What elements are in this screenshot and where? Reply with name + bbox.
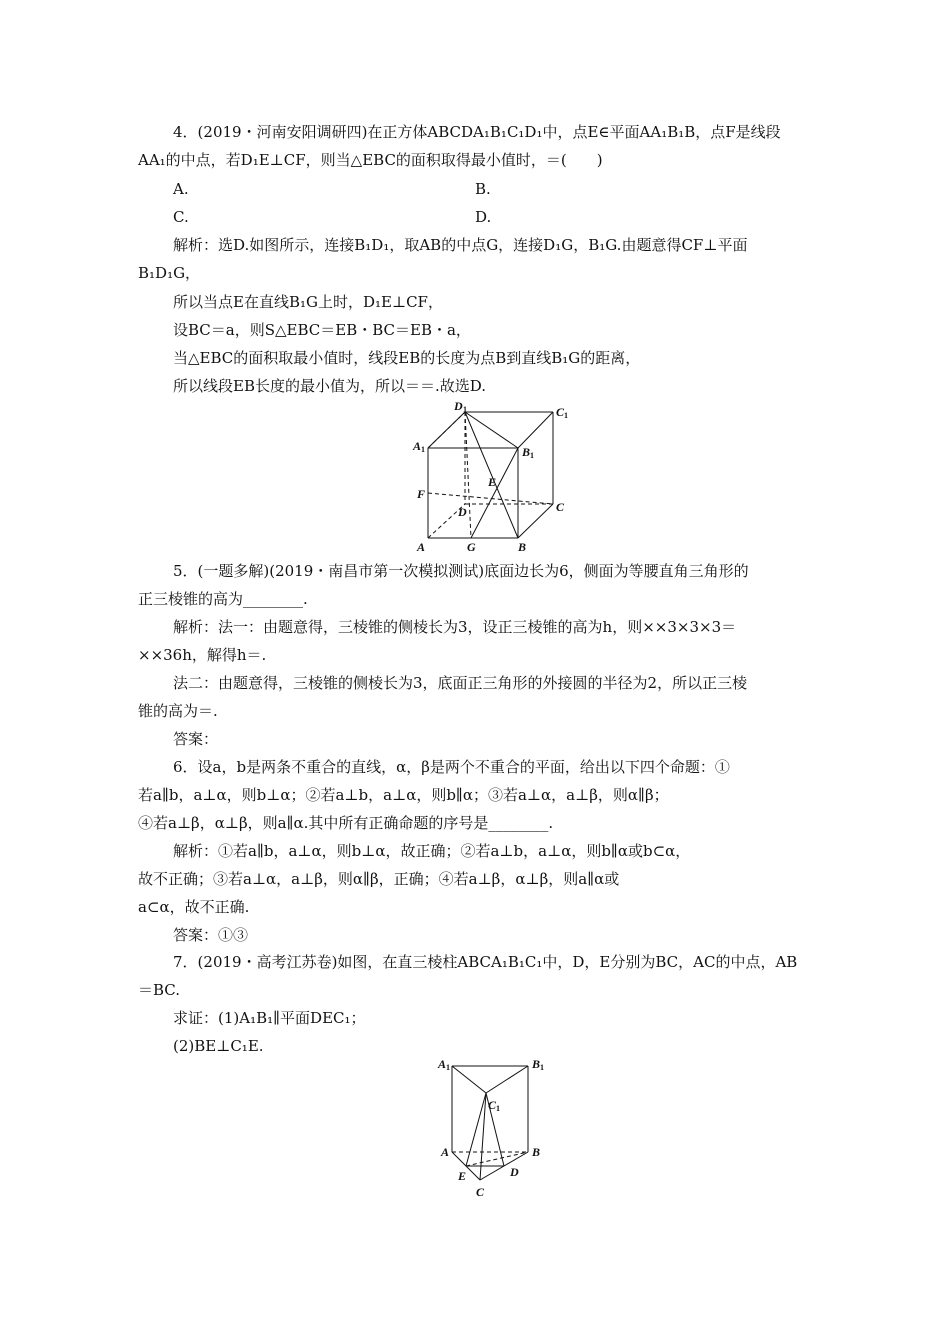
label-A1: A: [413, 439, 422, 453]
label-D1-sub: 1: [463, 405, 467, 414]
label-D1: D: [454, 399, 463, 413]
p5-answer: 答案：: [173, 730, 219, 748]
p4-solution-line5: 当△EBC的面积取最小值时，线段EB的长度为点B到直线B₁G的距离，: [173, 349, 641, 367]
label-B: B: [532, 1145, 541, 1159]
p5-stem-line2: 正三棱锥的高为________.: [138, 590, 308, 608]
p4-solution-line4: 设BC＝a，则S△EBC＝EB・BC＝EB・a，: [173, 321, 471, 339]
p5-stem-line1: 5．(一题多解)(2019・南昌市第一次模拟测试)底面边长为6，侧面为等腰直角三角形的: [173, 562, 749, 580]
cube-figure: [405, 398, 590, 558]
p7-stem-line2: ＝BC.: [138, 981, 181, 999]
p4-solution-line6: 所以线段EB长度的最小值为，所以＝＝.故选D.: [173, 377, 487, 395]
label-C: C: [556, 500, 565, 514]
p4-option-d: D.: [475, 208, 492, 226]
label-A1-sub: 1: [421, 445, 425, 454]
label-B1-sub: 1: [530, 451, 534, 460]
label-C1-sub: 1: [564, 411, 568, 420]
p4-solution-line1: 解析：选D.如图所示，连接B₁D₁，取AB的中点G，连接D₁G，B₁G.由题意得CF⊥平面: [173, 236, 748, 254]
label-C1: C: [556, 405, 565, 419]
label-B: B: [518, 540, 527, 554]
label-B1: B: [522, 445, 531, 459]
label-C: C: [476, 1185, 485, 1199]
label-D: D: [510, 1165, 519, 1179]
label-B1-sub: 1: [540, 1063, 544, 1072]
p6-solution-line2: 故不正确；③若a⊥α，a⊥β，则α∥β，正确；④若a⊥β，α⊥β，则a∥α或: [138, 870, 620, 888]
p5-solution-line4: 锥的高为＝.: [138, 702, 218, 720]
p4-stem-line2: AA₁的中点，若D₁E⊥CF，则当△EBC的面积取得最小值时，＝( ): [138, 151, 603, 169]
label-B1: B: [532, 1057, 541, 1071]
p4-stem-line1: 4．(2019・河南安阳调研四)在正方体ABCDA₁B₁C₁D₁中，点E∈平面AA₁B₁B，点F是线段: [173, 123, 781, 141]
p6-stem-line1: 6．设a，b是两条不重合的直线，α，β是两个不重合的平面，给出以下四个命题：①: [173, 758, 730, 776]
p4-solution-line3: 所以当点E在直线B₁G上时，D₁E⊥CF，: [173, 293, 443, 311]
p7-stem-line1: 7．(2019・高考江苏卷)如图，在直三棱柱ABCA₁B₁C₁中，D，E分别为BC，AC的中点，AB: [173, 953, 798, 971]
p5-solution-line1: 解析：法一：由题意得，三棱锥的侧棱长为3，设正三棱锥的高为h，则××3×3×3＝: [173, 618, 737, 636]
p4-solution-line2: B₁D₁G，: [138, 264, 201, 282]
p7-prove-line1: 求证：(1)A₁B₁∥平面DEC₁；: [173, 1009, 366, 1027]
p5-solution-line2: ××36h，解得h＝.: [138, 646, 267, 664]
p6-answer: 答案：①③: [173, 926, 249, 944]
p6-solution-line1: 解析：①若a∥b，a⊥α，则b⊥α，故正确；②若a⊥b，a⊥α，则b∥α或b⊂α，: [173, 842, 691, 860]
label-D: D: [458, 505, 467, 519]
label-C1-sub: 1: [496, 1104, 500, 1113]
label-A1: A: [438, 1057, 447, 1071]
p6-stem-line2: 若a∥b，a⊥α，则b⊥α；②若a⊥b，a⊥α，则b∥α；③若a⊥α，a⊥β，则α∥β；: [138, 786, 669, 804]
p6-stem-line3: ④若a⊥β，α⊥β，则a∥α.其中所有正确命题的序号是________.: [138, 814, 554, 832]
label-A1-sub: 1: [446, 1063, 450, 1072]
prism-figure: [430, 1053, 560, 1203]
p5-solution-line3: 法二：由题意得，三棱锥的侧棱长为3，底面正三角形的外接圆的半径为2，所以正三棱: [173, 674, 748, 692]
label-F: F: [417, 487, 426, 501]
p4-option-c: C.: [173, 208, 189, 226]
label-G: G: [467, 540, 476, 554]
label-A: A: [417, 540, 426, 554]
p4-option-a: A.: [173, 180, 189, 198]
label-C1: C: [488, 1098, 497, 1112]
label-A: A: [441, 1145, 450, 1159]
label-E: E: [458, 1169, 467, 1183]
p7-prove-line2: (2)BE⊥C₁E.: [173, 1037, 264, 1055]
label-E: E: [488, 475, 497, 489]
p6-solution-line3: a⊂α，故不正确.: [138, 898, 250, 916]
p4-option-b: B.: [475, 180, 491, 198]
